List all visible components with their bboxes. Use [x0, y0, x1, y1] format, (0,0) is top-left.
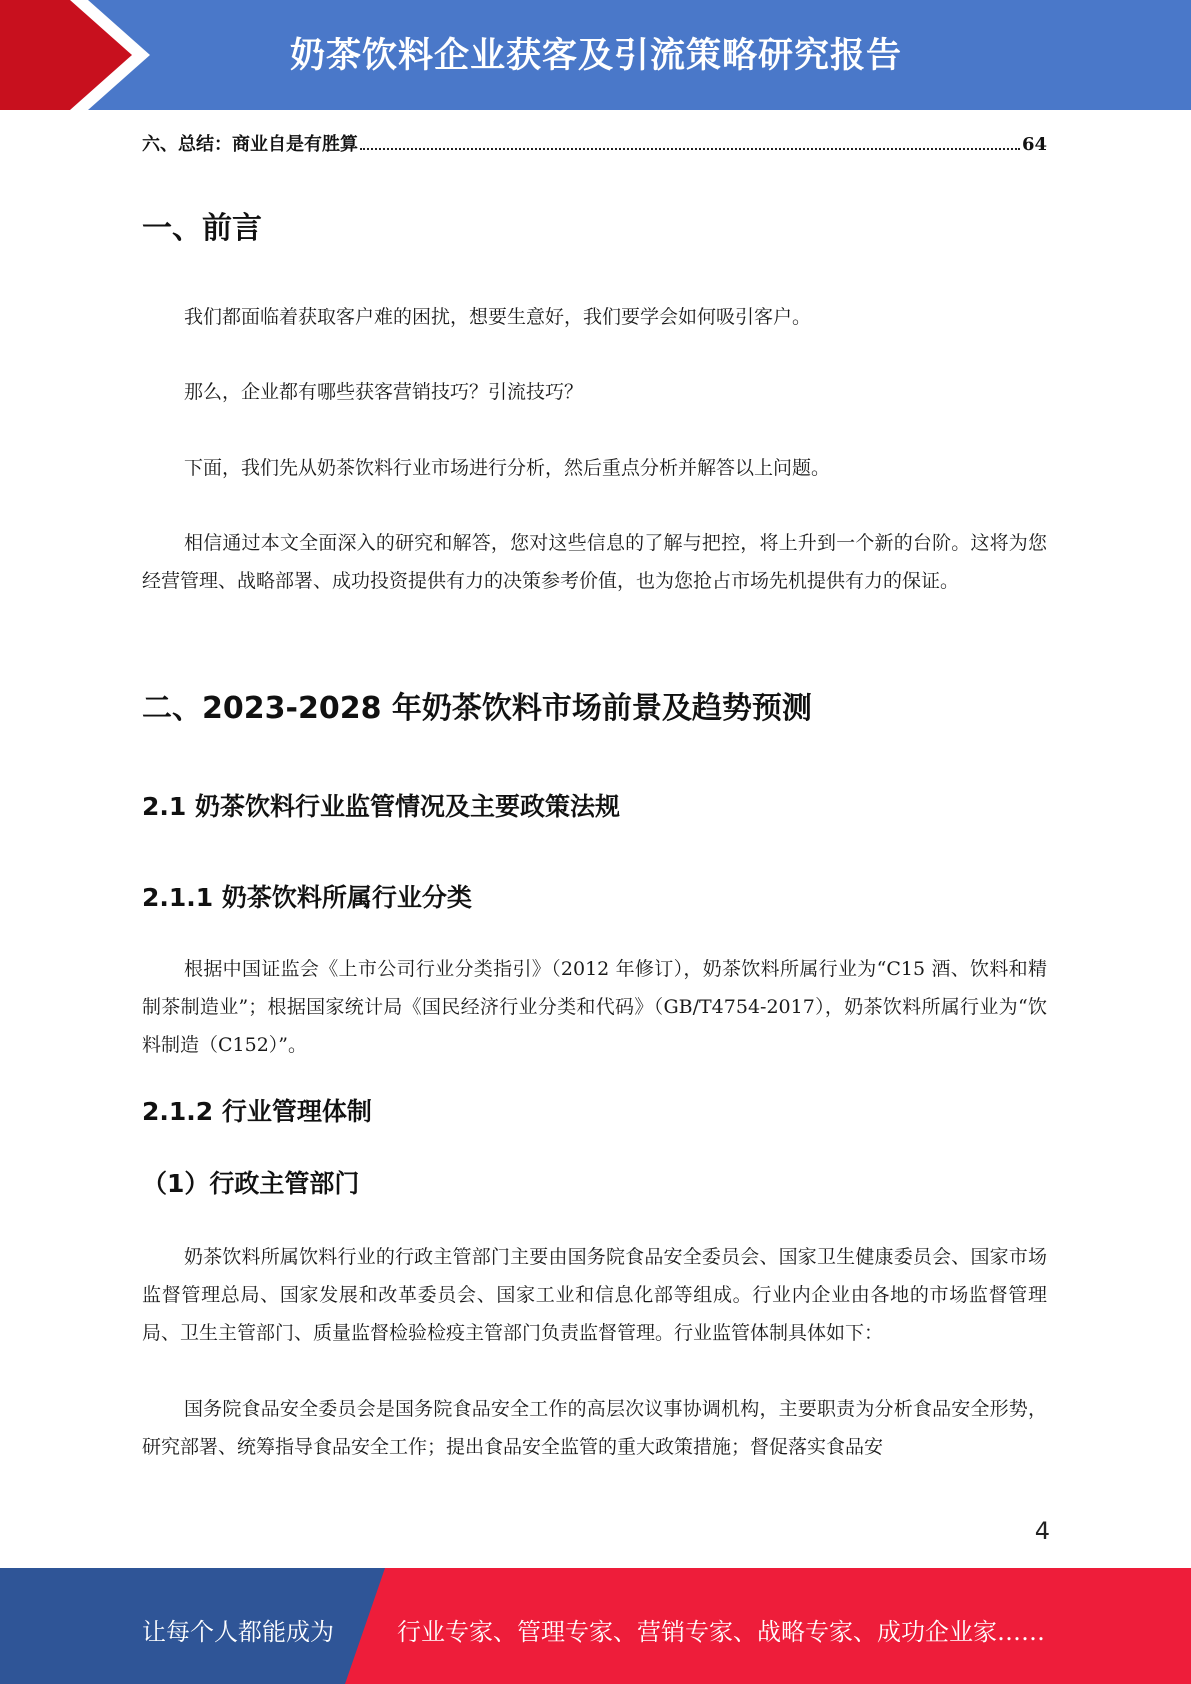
- report-title: 奶茶饮料企业获客及引流策略研究报告: [290, 36, 903, 76]
- footer-slogan-left: 让每个人都能成为: [142, 1618, 334, 1646]
- admin-departments-paragraph-2: 国务院食品安全委员会是国务院食品安全工作的高层次议事协调机构，主要职责为分析食品安全形势，研究部署、统筹指导食品安全工作；提出食品安全监管的重大政策措施；督促落实食品安: [142, 1398, 1047, 1458]
- admin-departments-paragraph-1: 奶茶饮料所属饮料行业的行政主管部门主要由国务院食品安全委员会、国家卫生健康委员会、国家市场监督管理总局、国家发展和改革委员会、国家工业和信息化部等组成。行业内企业由各地的市场监督管理局、卫生主管部门、质量监督检验检疫主管部门负责监督管理。行业监管体制具体如下：: [142, 1246, 1047, 1344]
- toc-entry-label: 六、总结：商业自是有胜算: [142, 134, 358, 155]
- intro-paragraph-3: 下面，我们先从奶茶饮料行业市场进行分析，然后重点分析并解答以上问题。: [184, 457, 831, 479]
- page-header: [0, 0, 1191, 110]
- heading-admin-departments: （1）行政主管部门: [142, 1169, 360, 1198]
- intro-paragraph-1: 我们都面临着获取客户难的困扰，想要生意好，我们要学会如何吸引客户。: [184, 306, 812, 328]
- intro-paragraph-4: 相信通过本文全面深入的研究和解答，您对这些信息的了解与把控，将上升到一个新的台阶。这将为您经营管理、战略部署、成功投资提供有力的决策参考价值，也为您抢占市场先机提供有力的保证。: [142, 532, 1047, 592]
- heading-intro: 一、前言: [142, 211, 262, 246]
- page-number: 4: [1034, 1517, 1050, 1545]
- toc-leader-dots: [360, 147, 1020, 150]
- toc-entry[interactable]: [142, 130, 1047, 158]
- page-footer: [0, 1568, 1191, 1684]
- heading-section-2-1-2: 2.1.2 行业管理体制: [142, 1097, 372, 1126]
- intro-paragraph-2: 那么，企业都有哪些获客营销技巧？引流技巧？: [184, 381, 584, 403]
- footer-slogan-right: 行业专家、管理专家、营销专家、战略专家、成功企业家……: [397, 1618, 1045, 1646]
- toc-entry-page: 64: [1021, 134, 1047, 155]
- industry-classification-paragraph: 根据中国证监会《上市公司行业分类指引》（2012 年修订），奶茶饮料所属行业为“C15 酒、饮料和精制茶制造业”；根据国家统计局《国民经济行业分类和代码》（GB/T4754-2017），奶茶饮料所属行业为“饮料制造（C152）”。: [142, 958, 1047, 1056]
- heading-market-outlook: 二、2023-2028 年奶茶饮料市场前景及趋势预测: [142, 691, 812, 726]
- heading-section-2-1: 2.1 奶茶饮料行业监管情况及主要政策法规: [142, 792, 620, 821]
- heading-section-2-1-1: 2.1.1 奶茶饮料所属行业分类: [142, 883, 472, 912]
